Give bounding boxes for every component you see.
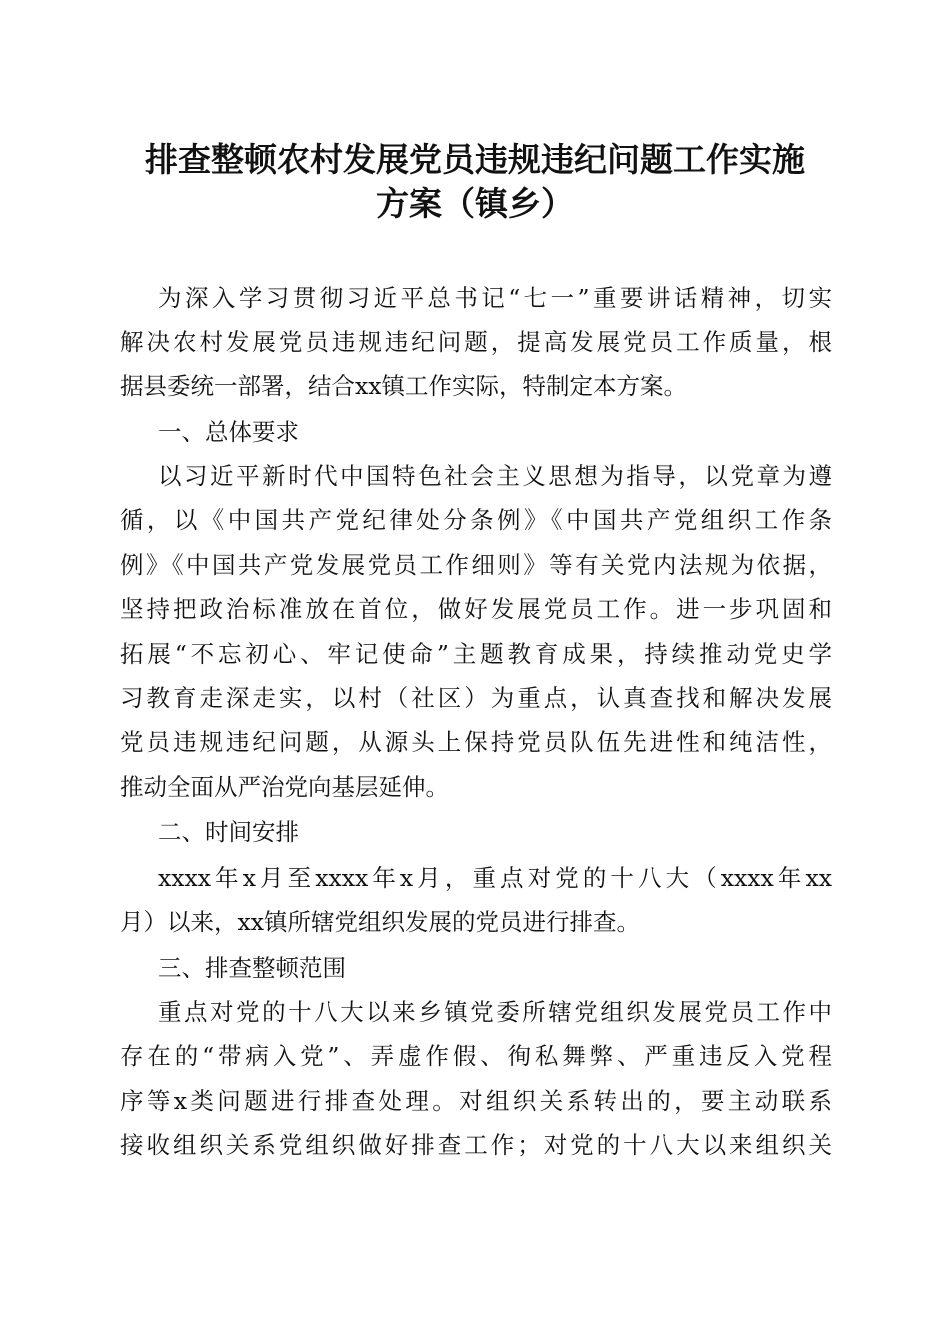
section-1-line-5: 拓展“不忘初心、牢记使命”主题教育成果，持续推动党史学 <box>120 640 832 668</box>
section-3-line-1: 重点对党的十八大以来乡镇党委所辖党组织发展党员工作中 <box>158 998 832 1026</box>
section-1-line-8: 推动全面从严治党向基层延伸。 <box>120 773 449 801</box>
section-3-line-2: 存在的“带病入党”、弄虚作假、徇私舞弊、严重违反入党程 <box>120 1042 832 1070</box>
intro-line-2: 解决农村发展党员违规违纪问题，提高发展党员工作质量，根 <box>120 328 832 356</box>
section-3-line-4: 接收组织关系党组织做好排查工作；对党的十八大以来组织关 <box>120 1131 832 1159</box>
section-1-line-4: 坚持把政治标准放在首位，做好发展党员工作。进一步巩固和 <box>120 595 832 623</box>
section-1-line-6: 习教育走深走实，以村（社区）为重点，认真查找和解决发展 <box>120 684 832 712</box>
intro-line-3: 据县委统一部署，结合xx镇工作实际，特制定本方案。 <box>120 372 688 400</box>
section-1-line-1: 以习近平新时代中国特色社会主义思想为指导，以党章为遵 <box>158 462 832 490</box>
document-title-line-1: 排查整顿农村发展党员违规违纪问题工作实施 <box>145 140 805 179</box>
section-1-line-7: 党员违规违纪问题，从源头上保持党员队伍先进性和纯洁性， <box>120 728 832 756</box>
section-2-line-1: xxxx年x月至xxxx年x月，重点对党的十八大（xxxx年xx <box>158 864 832 892</box>
section-1-line-3: 例》《中国共产党发展党员工作细则》等有关党内法规为依据， <box>120 551 832 579</box>
section-2-line-2: 月）以来，xx镇所辖党组织发展的党员进行排查。 <box>120 908 641 936</box>
section-3-heading: 三、排查整顿范围 <box>158 954 346 982</box>
section-1-line-2: 循，以《中国共产党纪律处分条例》《中国共产党组织工作条 <box>120 506 832 534</box>
section-3-line-3: 序等x类问题进行排查处理。对组织关系转出的，要主动联系 <box>120 1087 832 1115</box>
section-1-heading: 一、总体要求 <box>158 418 299 446</box>
section-2-heading: 二、时间安排 <box>158 818 299 846</box>
intro-line-1: 为深入学习贯彻习近平总书记“七一”重要讲话精神，切实 <box>158 284 832 312</box>
document-title-line-2: 方案（镇乡） <box>376 184 574 223</box>
